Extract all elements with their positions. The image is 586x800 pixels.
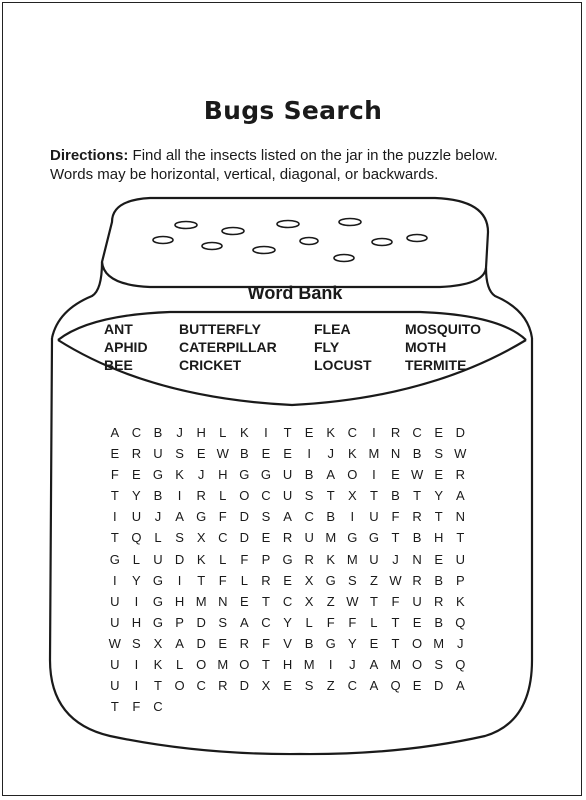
lid-hole (153, 237, 173, 244)
grid-letter[interactable]: P (455, 572, 465, 588)
grid-letter[interactable]: H (131, 614, 142, 630)
grid-letter[interactable]: G (260, 467, 272, 483)
grid-letter[interactable]: R (390, 425, 401, 440)
word-bank-word: MOSQUITO (405, 321, 481, 337)
grid-letter[interactable]: O (239, 657, 250, 673)
grid-letter[interactable]: G (368, 530, 379, 546)
grid-letter[interactable]: X (196, 530, 206, 546)
lid-hole (175, 222, 197, 229)
lid-hole (407, 235, 427, 242)
grid-letter[interactable]: L (154, 530, 162, 546)
grid-letter[interactable]: L (219, 551, 227, 567)
lid-hole (253, 247, 275, 254)
grid-letter[interactable]: Y (132, 488, 141, 504)
grid-letter[interactable]: K (153, 657, 163, 673)
grid-letter[interactable]: O (347, 467, 358, 483)
grid-letter[interactable]: Y (283, 614, 292, 630)
grid-letter[interactable]: W (346, 593, 359, 609)
grid-letter[interactable]: R (196, 488, 206, 504)
grid-letter[interactable]: E (434, 467, 444, 483)
grid-letter[interactable]: S (434, 657, 444, 673)
directions-body: Find all the insects listed on the jar in the puzzle below. Words may be horizontal, vertical, diagonal, or backwards. (50, 147, 498, 183)
grid-letter[interactable]: W (410, 467, 424, 483)
grid-letter[interactable]: H (282, 657, 293, 673)
grid-letter[interactable]: A (175, 635, 184, 651)
grid-letter[interactable]: U (412, 593, 422, 609)
grid-letter[interactable]: T (110, 530, 119, 546)
grid-letter[interactable]: I (372, 425, 376, 440)
grid-letter[interactable]: D (239, 678, 250, 694)
grid-letter[interactable]: C (131, 425, 142, 440)
grid-letter[interactable]: S (304, 488, 314, 504)
grid-letter[interactable]: C (347, 425, 358, 440)
grid-letter[interactable]: I (328, 657, 333, 673)
grid-letter[interactable]: F (261, 635, 270, 651)
grid-letter[interactable]: E (412, 614, 422, 630)
grid-letter[interactable]: L (305, 614, 313, 630)
grid-letter[interactable]: C (282, 593, 293, 609)
word-bank-word: APHID (104, 339, 148, 355)
grid-letter[interactable]: N (390, 446, 401, 462)
grid-letter[interactable]: S (218, 614, 228, 630)
grid-letter[interactable]: W (389, 572, 402, 588)
grid-letter[interactable]: J (197, 467, 205, 483)
grid-letter[interactable]: G (196, 509, 207, 525)
word-bank-word: LOCUST (314, 357, 372, 373)
lid-hole (339, 219, 361, 226)
grid-letter[interactable]: T (434, 509, 443, 525)
grid-letter[interactable]: U (153, 551, 163, 567)
grid-letter[interactable]: S (132, 635, 141, 651)
grid-letter[interactable]: J (154, 509, 162, 525)
grid-letter[interactable]: K (240, 425, 249, 440)
grid-letter[interactable]: C (304, 509, 314, 525)
grid-letter[interactable]: X (347, 488, 357, 504)
grid-letter[interactable]: L (132, 551, 140, 567)
grid-letter[interactable]: I (350, 509, 355, 525)
jar-lid (102, 198, 488, 287)
grid-letter[interactable]: F (391, 593, 400, 609)
grid-letter[interactable]: O (412, 635, 423, 651)
grid-letter[interactable]: B (434, 614, 444, 630)
grid-letter[interactable]: E (132, 467, 141, 483)
grid-letter[interactable]: B (153, 488, 163, 504)
grid-letter[interactable]: Q (131, 530, 142, 546)
grid-letter[interactable]: L (219, 488, 227, 504)
grid-letter[interactable]: J (176, 425, 183, 440)
grid-letter[interactable]: W (216, 446, 229, 462)
grid-letter[interactable]: E (391, 467, 400, 483)
grid-letter[interactable]: M (303, 657, 315, 673)
grid-letter[interactable]: S (175, 446, 184, 462)
grid-letter[interactable]: F (218, 572, 227, 588)
grid-letter[interactable]: D (239, 509, 250, 525)
grid-letter[interactable]: Y (434, 488, 444, 504)
lid-hole (202, 243, 222, 250)
grid-letter[interactable]: E (110, 446, 120, 462)
grid-letter[interactable]: A (455, 678, 465, 694)
grid-letter[interactable]: K (455, 593, 465, 609)
grid-letter[interactable]: M (368, 446, 380, 462)
grid-letter[interactable]: G (152, 467, 164, 483)
word-bank-word: BUTTERFLY (179, 321, 261, 337)
grid-letter[interactable]: O (412, 657, 423, 673)
grid-letter[interactable]: T (197, 572, 206, 588)
grid-letter[interactable]: T (413, 488, 422, 504)
grid-letter[interactable]: H (434, 530, 444, 546)
grid-letter[interactable]: R (282, 530, 293, 546)
grid-letter[interactable]: T (261, 593, 270, 609)
lid-hole (277, 221, 299, 228)
grid-letter[interactable]: D (196, 635, 206, 651)
grid-letter[interactable]: D (239, 530, 250, 546)
grid-letter[interactable]: U (131, 509, 142, 525)
grid-letter[interactable]: T (326, 488, 335, 504)
grid-letter[interactable]: X (261, 678, 271, 694)
grid-letter[interactable]: O (196, 657, 207, 673)
grid-letter[interactable]: A (175, 509, 184, 525)
grid-letter[interactable]: X (304, 572, 314, 588)
grid-letter[interactable]: U (304, 530, 314, 546)
grid-letter[interactable]: R (239, 635, 250, 651)
grid-letter[interactable]: N (455, 509, 465, 525)
grid-letter[interactable]: Z (326, 593, 335, 609)
word-bank-word: ANT (104, 321, 133, 337)
grid-letter[interactable]: D (174, 551, 185, 567)
lid-hole (334, 255, 354, 262)
grid-letter[interactable]: E (283, 678, 292, 694)
grid-letter[interactable]: G (282, 551, 293, 567)
grid-letter[interactable]: B (326, 509, 336, 525)
grid-letter[interactable]: K (326, 551, 336, 567)
grid-letter[interactable]: M (346, 551, 358, 567)
lid-holes (153, 219, 427, 262)
grid-letter[interactable]: F (218, 509, 227, 525)
word-bank-word: TERMITE (405, 357, 467, 373)
grid-letter[interactable]: E (434, 551, 444, 567)
grid-letter[interactable]: D (434, 678, 444, 694)
grid-letter[interactable]: R (304, 551, 314, 567)
grid-letter[interactable]: L (175, 657, 184, 673)
grid-letter[interactable]: E (412, 678, 422, 694)
grid-letter[interactable]: R (218, 678, 228, 694)
grid-letter[interactable]: A (369, 657, 379, 673)
grid-letter[interactable]: I (264, 425, 268, 440)
grid-letter[interactable]: J (392, 551, 399, 567)
grid-letter[interactable]: K (326, 425, 336, 440)
grid-letter[interactable]: A (240, 614, 249, 630)
grid-letter[interactable]: X (153, 635, 163, 651)
grid-letter[interactable]: S (434, 446, 444, 462)
lid-hole (372, 239, 392, 246)
grid-letter[interactable]: B (434, 572, 444, 588)
grid-letter[interactable]: A (326, 467, 336, 483)
grid-letter[interactable]: I (134, 678, 139, 694)
grid-letter[interactable]: O (174, 678, 185, 694)
word-bank-word: BEE (104, 357, 133, 373)
grid-letter[interactable]: I (134, 657, 139, 673)
grid-letter[interactable]: C (153, 699, 163, 715)
grid-letter[interactable]: K (196, 551, 206, 567)
grid-letter[interactable]: M (390, 657, 401, 673)
grid-letter[interactable]: B (153, 425, 163, 440)
lid-hole (300, 238, 318, 245)
grid-letter[interactable]: C (261, 614, 271, 630)
grid-letter[interactable]: I (307, 446, 311, 462)
grid-letter[interactable]: T (261, 657, 270, 673)
grid-letter[interactable]: S (347, 572, 357, 588)
grid-letter[interactable]: U (153, 446, 163, 462)
grid-letter[interactable]: T (391, 530, 400, 546)
grid-letter[interactable]: R (412, 509, 422, 525)
grid-letter[interactable]: U (110, 678, 120, 694)
grid-letter[interactable]: B (304, 635, 314, 651)
grid-letter[interactable]: U (369, 551, 379, 567)
word-bank-word: FLY (314, 339, 340, 355)
grid-letter[interactable]: N (412, 551, 422, 567)
grid-letter[interactable]: A (283, 509, 292, 525)
grid-letter[interactable]: C (196, 678, 206, 694)
grid-letter[interactable]: C (412, 425, 422, 440)
lid-hole (222, 228, 244, 235)
grid-letter[interactable]: B (391, 488, 400, 504)
grid-letter[interactable]: H (218, 467, 228, 483)
grid-letter[interactable]: J (327, 446, 334, 462)
grid-letter[interactable]: N (218, 593, 228, 609)
grid-letter[interactable]: T (369, 593, 378, 609)
grid-letter[interactable]: G (152, 572, 164, 588)
grid-letter[interactable]: V (283, 635, 292, 651)
grid-letter[interactable]: P (175, 614, 184, 630)
grid-letter[interactable]: G (109, 551, 120, 567)
grid-letter[interactable]: W (108, 635, 121, 651)
grid-letter[interactable]: L (219, 425, 227, 440)
grid-letter[interactable]: A (369, 678, 379, 694)
grid-letter[interactable]: M (433, 635, 445, 651)
grid-letter[interactable]: E (261, 446, 271, 462)
grid-letter[interactable]: I (134, 593, 139, 609)
grid-letter[interactable]: B (412, 530, 422, 546)
grid-letter[interactable]: G (347, 530, 358, 546)
grid-letter[interactable]: F (110, 467, 119, 483)
grid-letter[interactable]: W (454, 446, 467, 462)
grid-letter[interactable]: U (110, 593, 120, 609)
grid-letter[interactable]: T (391, 635, 400, 651)
grid-letter[interactable]: D (455, 425, 465, 440)
word-search-grid (104, 422, 471, 717)
grid-letter[interactable]: Z (369, 572, 378, 588)
grid-letter[interactable]: Y (132, 572, 141, 588)
grid-letter[interactable]: M (195, 593, 207, 609)
grid-letter[interactable]: X (304, 593, 314, 609)
grid-letter[interactable]: I (112, 572, 117, 588)
grid-letter[interactable]: B (412, 446, 422, 462)
word-bank-word: MOTH (405, 339, 447, 355)
word-bank-column (104, 320, 148, 374)
word-bank-title: Word Bank (247, 283, 343, 303)
grid-letter[interactable]: F (348, 614, 357, 630)
grid-letter[interactable]: E (304, 425, 314, 440)
grid-letter[interactable]: H (196, 425, 206, 440)
word-bank-column (314, 320, 372, 374)
grid-letter[interactable]: J (349, 657, 356, 673)
grid-letter[interactable]: H (174, 593, 185, 609)
grid-letter[interactable]: T (369, 488, 378, 504)
word-bank-column (405, 320, 481, 374)
word-bank-word: CATERPILLAR (179, 339, 277, 355)
page-title: Bugs Search (203, 96, 383, 125)
grid-letter[interactable]: S (304, 678, 314, 694)
grid-letter[interactable]: K (347, 446, 357, 462)
grid-letter[interactable]: E (283, 572, 292, 588)
grid-letter[interactable]: G (325, 635, 336, 651)
grid-letter[interactable]: I (372, 467, 376, 483)
grid-letter[interactable]: T (391, 614, 400, 630)
grid-letter[interactable]: A (110, 425, 120, 440)
grid-letter[interactable]: A (455, 488, 465, 504)
grid-letter[interactable]: M (325, 530, 337, 546)
grid-letter[interactable]: R (412, 572, 422, 588)
grid-letter[interactable]: E (261, 530, 271, 546)
grid-letter[interactable]: L (370, 614, 378, 630)
grid-letter[interactable]: G (325, 572, 336, 588)
grid-letter[interactable]: F (326, 614, 335, 630)
grid-letter[interactable]: E (369, 635, 379, 651)
grid-letter[interactable]: L (240, 572, 248, 588)
grid-letter[interactable]: I (177, 488, 182, 504)
word-bank-word: FLEA (314, 321, 351, 337)
grid-letter[interactable]: Q (390, 678, 401, 694)
grid-letter[interactable]: E (196, 446, 206, 462)
grid-letter[interactable]: D (196, 614, 206, 630)
grid-letter[interactable]: T (110, 488, 119, 504)
grid-letter[interactable]: M (217, 657, 229, 673)
grid-letter[interactable]: U (282, 488, 293, 504)
grid-letter[interactable]: Z (326, 678, 335, 694)
grid-letter[interactable]: U (282, 467, 293, 483)
grid-letter[interactable]: S (175, 530, 184, 546)
grid-letter[interactable]: G (152, 593, 164, 609)
grid-letter[interactable]: E (240, 593, 249, 609)
grid-letter[interactable]: Y (347, 635, 357, 651)
grid-letter[interactable]: R (455, 467, 465, 483)
directions-label: Directions: (50, 147, 129, 164)
grid-letter[interactable]: Q (455, 614, 466, 630)
grid-letter[interactable]: U (110, 657, 120, 673)
word-bank-column (179, 320, 277, 374)
grid-letter[interactable]: B (240, 446, 249, 462)
grid-letter[interactable]: O (239, 488, 250, 504)
grid-letter[interactable]: T (456, 530, 465, 546)
grid-letter[interactable]: C (218, 530, 228, 546)
grid-letter[interactable]: G (239, 467, 250, 483)
grid-letter[interactable]: S (261, 509, 271, 525)
grid-letter[interactable]: F (391, 509, 400, 525)
grid-letter[interactable]: R (261, 572, 271, 588)
grid-letter[interactable]: B (304, 467, 314, 483)
grid-letter[interactable]: J (457, 635, 464, 651)
grid-letter[interactable]: G (152, 614, 164, 630)
grid-letter[interactable]: C (347, 678, 358, 694)
grid-letter[interactable]: Q (455, 657, 466, 673)
word-bank-word: CRICKET (179, 357, 242, 373)
grid-letter[interactable]: T (110, 699, 119, 715)
grid-letter[interactable]: I (112, 509, 117, 525)
grid-letter[interactable]: U (369, 509, 379, 525)
grid-letter[interactable]: E (218, 635, 228, 651)
grid-letter[interactable]: F (240, 551, 249, 567)
grid-letter[interactable]: K (175, 467, 184, 483)
grid-letter[interactable]: I (177, 572, 182, 588)
grid-letter[interactable]: P (261, 551, 271, 567)
grid-letter[interactable]: C (261, 488, 271, 504)
grid-letter[interactable]: E (434, 425, 444, 440)
grid-letter[interactable]: F (132, 699, 141, 715)
grid-letter[interactable]: U (110, 614, 120, 630)
grid-letter[interactable]: U (455, 551, 465, 567)
grid-letter[interactable]: T (154, 678, 162, 694)
grid-letter[interactable]: R (434, 593, 444, 609)
grid-letter[interactable]: R (131, 446, 142, 462)
grid-letter[interactable]: T (283, 425, 292, 440)
grid-letter[interactable]: E (283, 446, 292, 462)
